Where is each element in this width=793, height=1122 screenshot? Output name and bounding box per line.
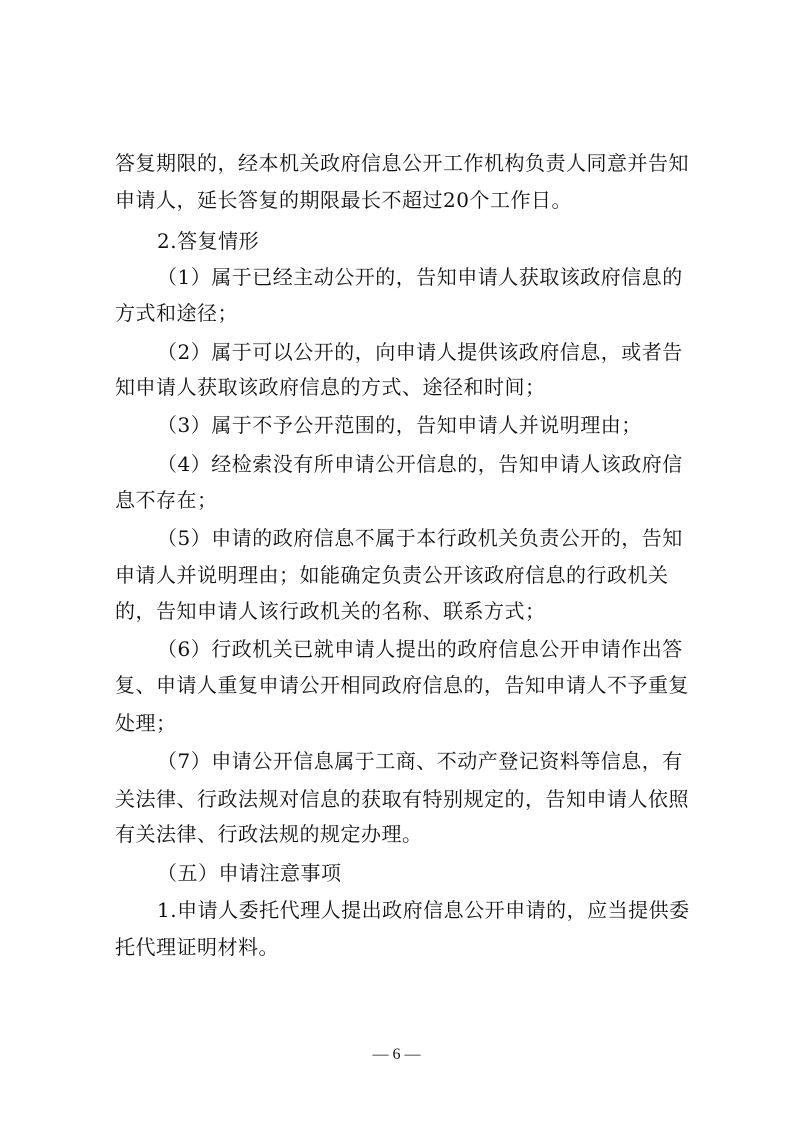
list-item: （1）属于已经主动公开的，告知申请人获取该政府信息的 — [157, 265, 683, 289]
list-item: （4）经检索没有所申请公开信息的，告知申请人该政府信 — [157, 452, 683, 476]
list-item: （5）申请的政府信息不属于本行政机关负责公开的，告知 — [157, 526, 683, 550]
list-item: （3）属于不予公开范围的，告知申请人并说明理由； — [157, 413, 642, 437]
list-item: （6）行政机关已就申请人提出的政府信息公开申请作出答 — [157, 637, 683, 661]
section-heading: （五）申请注意事项 — [157, 861, 342, 885]
list-item: （2）属于可以公开的，向申请人提供该政府信息，或者告 — [157, 340, 683, 364]
body-line: 托代理证明材料。 — [115, 935, 279, 959]
body-line: 答复期限的，经本机关政府信息公开工作机构负责人同意并告知 — [115, 151, 689, 175]
body-line: 知申请人获取该政府信息的方式、途径和时间； — [115, 375, 546, 399]
body-line: 有关法律、行政法规的规定办理。 — [115, 822, 423, 846]
body-line: 申请人，延长答复的期限最长不超过20个工作日。 — [115, 188, 572, 212]
page-number: — 6 — — [372, 1046, 421, 1063]
section-heading: 2.答复情形 — [157, 229, 260, 253]
body-line: 关法律、行政法规对信息的获取有特别规定的，告知申请人依照 — [115, 787, 689, 811]
body-line: 的，告知申请人该行政机关的名称、联系方式； — [115, 599, 546, 623]
body-line: 复、申请人重复申请公开相同政府信息的，告知申请人不予重复 — [115, 673, 689, 697]
list-item: 1.申请人委托代理人提出政府信息公开申请的，应当提供委 — [157, 898, 690, 922]
body-line: 息不存在； — [115, 488, 218, 512]
body-line: 处理； — [115, 711, 177, 735]
list-item: （7）申请公开信息属于工商、不动产登记资料等信息，有 — [157, 749, 683, 773]
body-line: 方式和途径； — [115, 301, 238, 325]
body-line: 申请人并说明理由；如能确定负责公开该政府信息的行政机关 — [115, 563, 669, 587]
